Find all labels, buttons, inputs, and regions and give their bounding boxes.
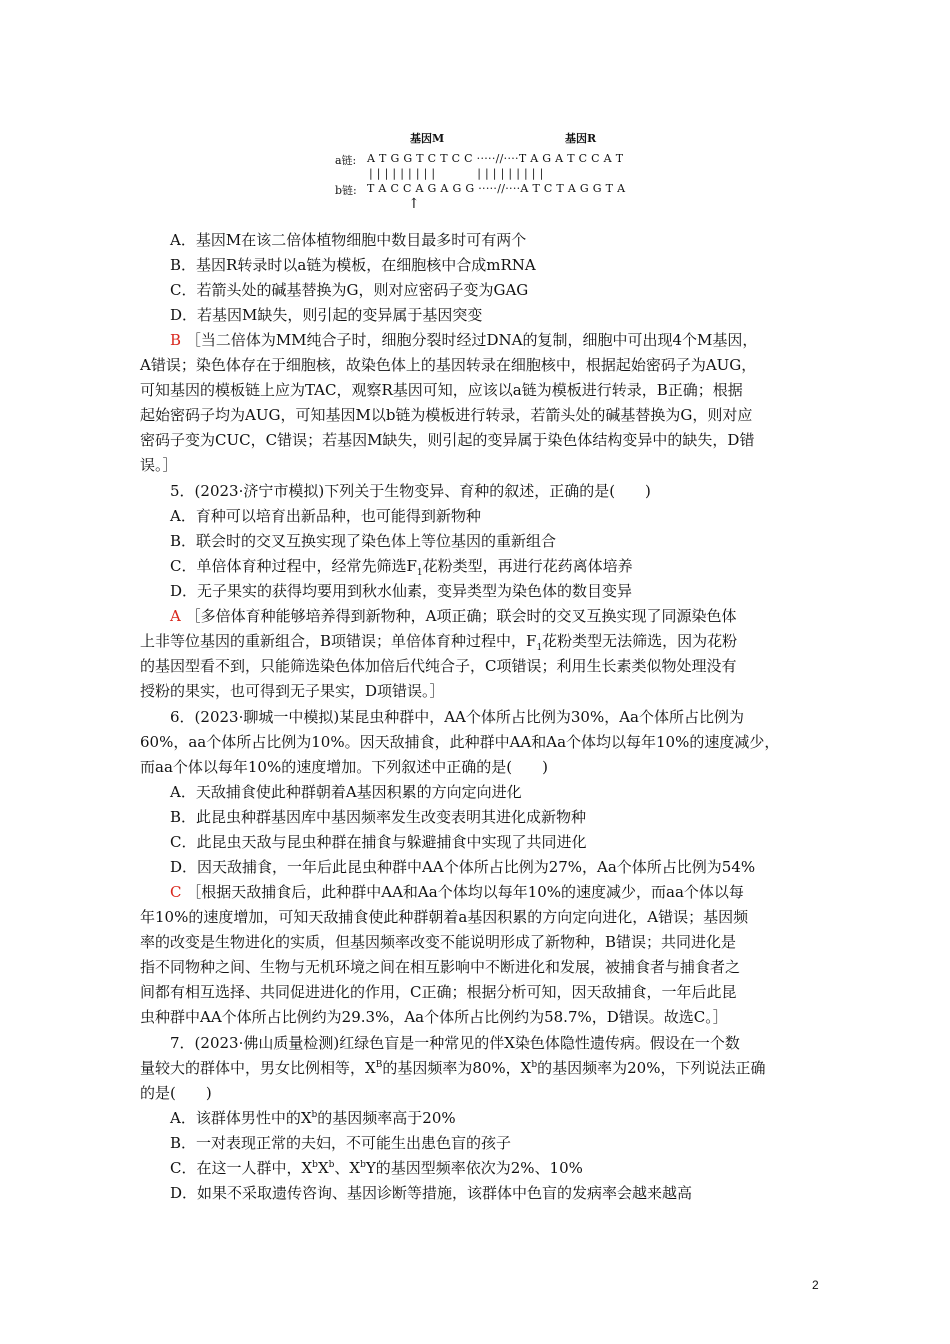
q4-explanation-line6: 误。］ (140, 456, 178, 474)
q5-answer: A (170, 607, 181, 625)
q6-option-b: B．此昆虫种群基因库中基因频率发生改变表明其进化成新物种 (170, 808, 587, 826)
gene-r-label: 基因R (565, 132, 597, 145)
q4-explanation-line5: 密码子变为CUC，C错误；若基因M缺失，则引起的变异属于染色体结构变异中的缺失，D错 (140, 431, 755, 449)
dna-figure (335, 130, 645, 220)
q5-explanation-line3: 的基因型看不到，只能筛选染色体加倍后代纯合子，C项错误；利用生长素类似物处理没有 (140, 657, 737, 675)
q7-option-a: A．该群体男性中的$X^b$的基因频率高于20% (170, 1109, 456, 1127)
q5-explanation-line1: A ［多倍体育种能够培养得到新物种，A项正确；联会时的交叉互换实现了同源染色体 (170, 607, 737, 625)
q5-explanation-line2: 上非等位基因的重新组合，B项错误；单倍体育种过程中，$F_1$花粉类型无法筛选，因为花粉 (140, 632, 738, 653)
b-chain-prefix: b链: (335, 184, 357, 197)
q6-explanation-line5: 间都有相互选择、共同促进进化的作用，C正确；根据分析可知，因天敌捕食，一年后此昆 (140, 983, 737, 1001)
q5-option-d: D．无子果实的获得均要用到秋水仙素，变异类型为染色体的数目变异 (170, 582, 633, 600)
q6-explanation-line4: 指不同物种之间、生物与无机环境之间在相互影响中不断进化和发展，被捕食者与捕食者之 (140, 958, 741, 976)
q4-option-c: C．若箭头处的碱基替换为G，则对应密码子变为GAG (170, 281, 529, 299)
q6-explanation-line3: 率的改变是生物进化的实质，但基因频率改变不能说明形成了新物种，B错误；共同进化是 (140, 933, 737, 951)
q6-stem-line3: 而aa个体以每年10%的速度增加。下列叙述中正确的是( ) (140, 758, 548, 776)
q6-answer: C (170, 883, 182, 901)
q5-option-c: C．单倍体育种过程中，经常先筛选$F_1$花粉类型，再进行花药离体培养 (170, 557, 633, 578)
q7-stem-line1: 7．(2023·佛山质量检测)红绿色盲是一种常见的伴X染色体隐性遗传病。假设在一个数 (170, 1034, 740, 1052)
b-chain-sequence: T A C C A G A G G ·····//····A T C T A G G T A (367, 182, 626, 195)
a-chain-prefix: a链: (335, 154, 357, 167)
q6-option-c: C．此昆虫天敌与昆虫种群在捕食与躲避捕食中实现了共同进化 (170, 833, 587, 851)
q6-option-d: D．因天敌捕食，一年后此昆虫种群中AA个体所占比例为27%，Aa个体所占比例为54% (170, 858, 756, 876)
q6-explanation-line2: 年10%的速度增加，可知天敌捕食使此种群朝着a基因积累的方向定向进化，A错误；基因频 (140, 908, 749, 926)
q4-explanation-line2: A错误；染色体存在于细胞核，故染色体上的基因转录在细胞核中，根据起始密码子为AUG， (140, 356, 757, 374)
q4-explanation-line1: B ［当二倍体为MM纯合子时，细胞分裂时经过DNA的复制，细胞中可出现4个M基因， (170, 331, 758, 349)
q7-option-b: B．一对表现正常的夫妇，不可能生出患色盲的孩子 (170, 1134, 512, 1152)
q4-answer: B (170, 331, 182, 349)
q5-option-a: A．育种可以培育出新品种，也可能得到新物种 (170, 507, 481, 525)
a-chain-sequence: A T G G T C T C C ·····//····T A G A T C C A T (367, 152, 624, 165)
page-number: 2 (812, 1278, 819, 1292)
q7-stem-line3: 的是( ) (140, 1084, 212, 1102)
mutation-arrow-icon: ↑ (408, 196, 420, 212)
q4-explanation-line4: 起始密码子均为AUG，可知基因M以b链为模板进行转录，若箭头处的碱基替换为G，则对应 (140, 406, 753, 424)
q5-explanation-line4: 授粉的果实，也可得到无子果实，D项错误。］ (140, 682, 445, 700)
q7-stem-line2: 量较大的群体中，男女比例相等，$X^B$的基因频率为80%，$X^b$的基因频率为20%，下列说法正确 (140, 1059, 766, 1077)
base-pair-bars: | | | | | | | | | | | | | | | | | | (369, 167, 544, 180)
q4-explanation-line3: 可知基因的模板链上应为TAC，观察R基因可知，应该以a链为模板进行转录，B正确；根据 (140, 381, 743, 399)
gene-m-label: 基因M (410, 132, 445, 145)
q7-option-d: D．如果不采取遗传咨询、基因诊断等措施，该群体中色盲的发病率会越来越高 (170, 1184, 693, 1202)
q4-option-b: B．基因R转录时以a链为模板，在细胞核中合成mRNA (170, 256, 536, 274)
q6-stem-line1: 6．(2023·聊城一中模拟)某昆虫种群中，AA个体所占比例为30%，Aa个体所占比例为 (170, 708, 744, 726)
q4-option-a: A．基因M在该二倍体植物细胞中数目最多时可有两个 (170, 231, 527, 249)
q5-option-b: B．联会时的交叉互换实现了染色体上等位基因的重新组合 (170, 532, 557, 550)
q4-option-d: D．若基因M缺失，则引起的变异属于基因突变 (170, 306, 483, 324)
q6-explanation-line1: C ［根据天敌捕食后，此种群中AA和Aa个体均以每年10%的速度减少，而aa个体以每 (170, 883, 744, 901)
q7-option-c: C．在这一人群中，$X^bX^b$、$X^bY$的基因型频率依次为2%、10% (170, 1159, 583, 1177)
q6-option-a: A．天敌捕食使此种群朝着A基因积累的方向定向进化 (170, 783, 522, 801)
q6-explanation-line6: 虫种群中AA个体所占比例约为29.3%，Aa个体所占比例约为58.7%，D错误。故选C。］ (140, 1008, 728, 1026)
q6-stem-line2: 60%，aa个体所占比例为10%。因天敌捕食，此种群中AA和Aa个体均以每年10%的速度减少， (140, 733, 780, 751)
q5-stem: 5．(2023·济宁市模拟)下列关于生物变异、育种的叙述，正确的是( ) (170, 482, 651, 500)
